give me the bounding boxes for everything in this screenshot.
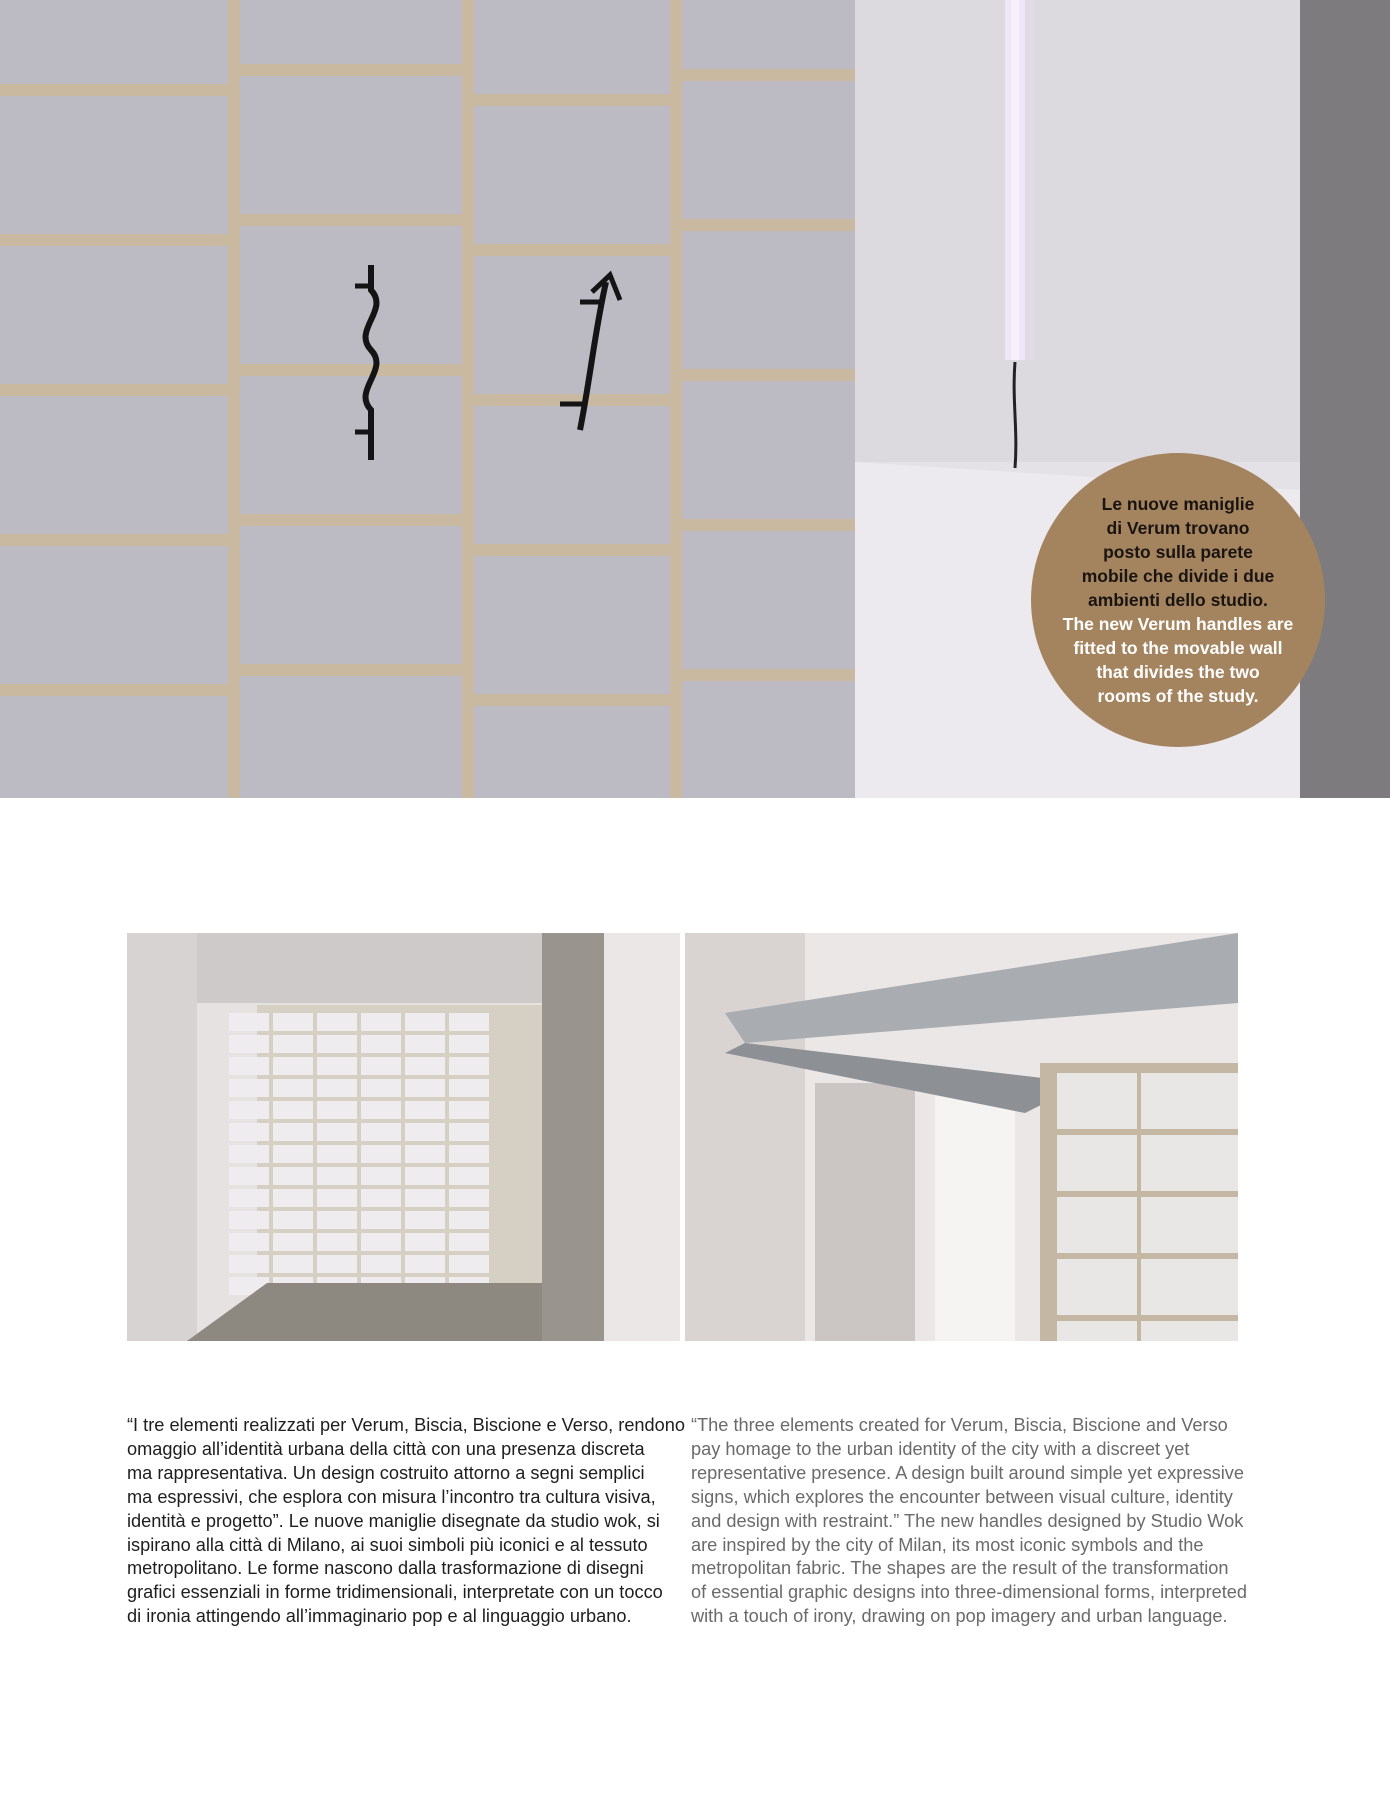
tile — [405, 1101, 445, 1119]
tile — [240, 676, 462, 798]
tile — [361, 1211, 401, 1229]
tile — [361, 1167, 401, 1185]
tile — [240, 376, 462, 514]
tile — [229, 1123, 269, 1141]
tile — [0, 246, 228, 384]
tile — [449, 1101, 489, 1119]
tile — [0, 546, 228, 684]
tile — [273, 1255, 313, 1273]
tile — [240, 76, 462, 214]
tile — [273, 1057, 313, 1075]
tile — [229, 1145, 269, 1163]
tile — [682, 0, 855, 69]
tile — [474, 706, 670, 798]
tile — [449, 1167, 489, 1185]
tile — [317, 1123, 357, 1141]
tile — [449, 1079, 489, 1097]
tile — [474, 406, 670, 544]
tile — [405, 1211, 445, 1229]
photo-room-wall — [127, 933, 680, 1341]
tile — [361, 1145, 401, 1163]
tile — [361, 1035, 401, 1053]
tile — [405, 1233, 445, 1251]
tile — [405, 1035, 445, 1053]
caption-bubble — [1031, 453, 1325, 747]
tile — [229, 1255, 269, 1273]
tile — [273, 1079, 313, 1097]
photo-room-beam — [685, 933, 1238, 1341]
tile — [317, 1167, 357, 1185]
caption-italian: Le nuove maniglie di Verum trovano posto sulla parete mobile che divide i due ambienti dello studio. — [1081, 494, 1275, 610]
tile — [361, 1189, 401, 1207]
tile — [474, 0, 670, 94]
tile — [240, 226, 462, 364]
tile — [449, 1189, 489, 1207]
tile — [361, 1057, 401, 1075]
tile — [229, 1035, 269, 1053]
tile — [273, 1211, 313, 1229]
tile — [0, 396, 228, 534]
tile — [273, 1233, 313, 1251]
tile — [317, 1255, 357, 1273]
tile — [474, 106, 670, 244]
tile — [361, 1013, 401, 1031]
tile — [405, 1057, 445, 1075]
body-text-italian: “I tre elementi realizzati per Verum, Biscia, Biscione e Verso, rendono omaggio all’identità urbana della città con una presenza discreta ma rappresentativa. Un design costruito attorno a segni semplici ma espressivi, che esplora con misura l’incontro tra cultura visiva, identità e progetto”. Le nuove maniglie disegnate da studio wok, si ispirano alla città di Milano, ai suoi simboli più iconici e al tessuto metropolitano. Le forme nascono dalla trasformazione di disegni grafici essenziali in forme tridimensionali, interpretate con un tocco di ironia attingendo all’immaginario pop e al linguaggio urbano. — [127, 1415, 686, 1627]
tile — [1141, 1135, 1238, 1191]
tile — [273, 1035, 313, 1053]
tile — [317, 1189, 357, 1207]
tile — [1057, 1321, 1137, 1341]
tile — [449, 1123, 489, 1141]
caption-english: The new Verum handles are fitted to the movable wall that divides the two rooms of the study. — [1062, 614, 1294, 706]
tile — [449, 1035, 489, 1053]
tile — [317, 1013, 357, 1031]
tile — [474, 256, 670, 394]
tile — [273, 1123, 313, 1141]
tile — [0, 696, 228, 798]
tile — [405, 1079, 445, 1097]
tile — [449, 1057, 489, 1075]
tile — [317, 1145, 357, 1163]
tile — [682, 381, 855, 519]
tile — [240, 526, 462, 664]
tile — [273, 1189, 313, 1207]
tile — [474, 556, 670, 694]
tile — [229, 1079, 269, 1097]
tile — [682, 531, 855, 669]
body-text-english: “The three elements created for Verum, Biscia, Biscione and Verso pay homage to the urban identity of the city with a discreet yet representative presence. A design built around simple yet expressive signs, which explores the encounter between visual culture, identity and design with restraint.” The new handles designed by Studio Wok are inspired by the city of Milan, its most iconic symbols and the metropolitan fabric. The shapes are the result of the transformation of essential graphic designs into three-dimensional forms, interpreted with a touch of irony, drawing on pop imagery and urban language. — [691, 1415, 1248, 1627]
tile — [361, 1255, 401, 1273]
tile — [317, 1101, 357, 1119]
tile — [273, 1145, 313, 1163]
tile — [229, 1013, 269, 1031]
tile — [405, 1123, 445, 1141]
tile — [1057, 1135, 1137, 1191]
tile — [229, 1211, 269, 1229]
tile — [1057, 1259, 1137, 1315]
tile — [682, 81, 855, 219]
tile — [240, 0, 462, 64]
tile — [682, 681, 855, 798]
tile — [317, 1057, 357, 1075]
tile — [449, 1211, 489, 1229]
tile — [449, 1233, 489, 1251]
tile — [449, 1145, 489, 1163]
tile — [1057, 1197, 1137, 1253]
tile — [361, 1101, 401, 1119]
tile — [229, 1057, 269, 1075]
tile — [405, 1189, 445, 1207]
hero-photo-handles-wall — [0, 0, 1390, 798]
tile — [0, 0, 228, 84]
tile — [361, 1079, 401, 1097]
tile — [273, 1101, 313, 1119]
tile — [1141, 1073, 1238, 1129]
tile — [405, 1167, 445, 1185]
tile — [361, 1233, 401, 1251]
tile — [682, 231, 855, 369]
tile — [317, 1233, 357, 1251]
tile — [1141, 1259, 1238, 1315]
tile — [229, 1189, 269, 1207]
tile — [449, 1255, 489, 1273]
tile — [1141, 1197, 1238, 1253]
tile — [1057, 1073, 1137, 1129]
tile — [0, 96, 228, 234]
tile — [449, 1013, 489, 1031]
tile — [273, 1167, 313, 1185]
tile — [273, 1013, 313, 1031]
tile — [317, 1079, 357, 1097]
tile — [317, 1035, 357, 1053]
tile — [229, 1167, 269, 1185]
tile — [1141, 1321, 1238, 1341]
tile — [229, 1101, 269, 1119]
tile — [405, 1255, 445, 1273]
tile — [405, 1013, 445, 1031]
tile — [405, 1145, 445, 1163]
tile — [317, 1211, 357, 1229]
tile — [361, 1123, 401, 1141]
tile — [229, 1233, 269, 1251]
